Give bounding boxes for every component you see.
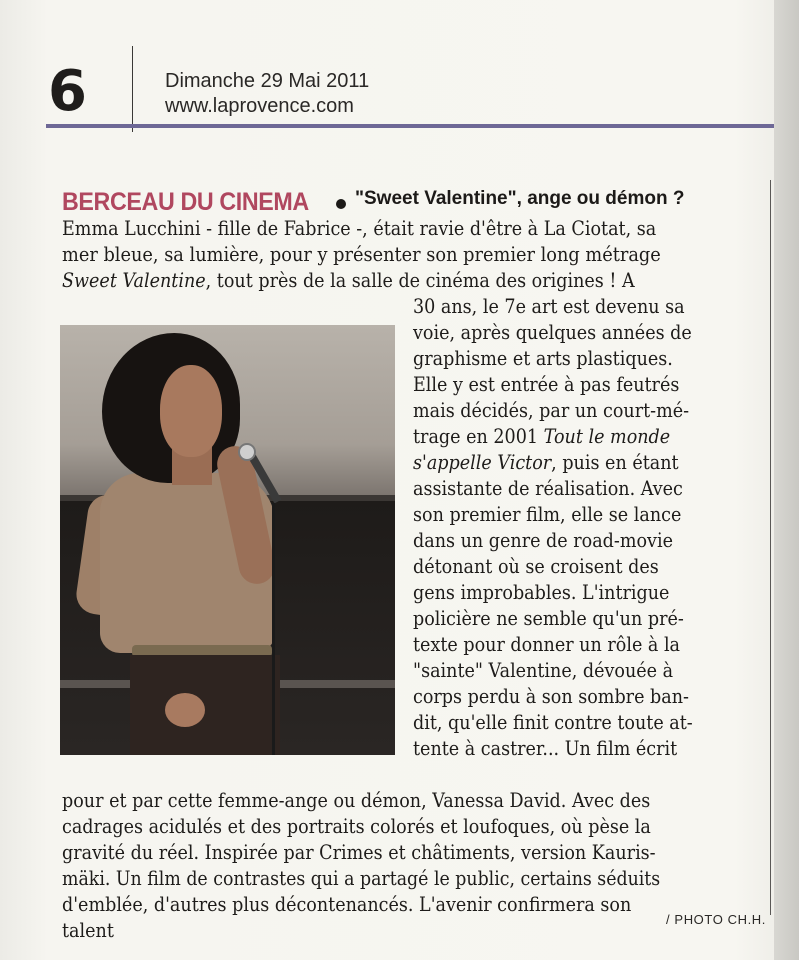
- article-line: tente à castrer... Un film écrit: [413, 737, 678, 760]
- film-title: s'appelle Victor: [413, 451, 552, 474]
- bullet-icon: [336, 199, 346, 209]
- page-edge: [774, 0, 799, 960]
- article-line: dit, qu'elle finit contre toute at-: [413, 711, 693, 734]
- article-kicker: BERCEAU DU CINEMA: [62, 188, 309, 216]
- page-number: 6: [48, 59, 87, 124]
- article-line: 30 ans, le 7e art est devenu sa: [413, 295, 685, 318]
- article-line: dans un genre de road-movie: [413, 529, 673, 552]
- article-text: trage en 2001: [413, 425, 544, 448]
- film-title: Sweet Valentine: [62, 269, 206, 292]
- article-line: graphisme et arts plastiques.: [413, 347, 673, 370]
- header-rule: [46, 124, 776, 128]
- header-divider: [132, 46, 133, 132]
- article-line: mais décidés, par un court-mé-: [413, 399, 690, 422]
- article-line: texte pour donner un rôle à la: [413, 633, 681, 656]
- article-line: gravité du réel. Inspirée par Crimes et châtiments, version Kauris-: [62, 841, 656, 864]
- article-line: gens improbables. L'intrigue: [413, 581, 670, 604]
- article-text: , puis en étant: [551, 451, 679, 474]
- microphone-icon: [238, 443, 256, 461]
- article-line: talent: [62, 919, 114, 942]
- article-line: pour et par cette femme-ange ou démon, Vanessa David. Avec des: [62, 789, 651, 812]
- article-line: Emma Lucchini - fille de Fabrice -, était ravie d'être à La Ciotat, sa: [62, 217, 657, 240]
- article-line: mer bleue, sa lumière, pour y présenter son premier long métrage: [62, 243, 661, 266]
- article-text: , tout près de la salle de cinéma des origines ! A: [205, 269, 635, 292]
- article-line: policière ne semble qu'un pré-: [413, 607, 684, 630]
- website-url: www.laprovence.com: [165, 95, 354, 117]
- article-line: assistante de réalisation. Avec: [413, 477, 683, 500]
- article-line: d'emblée, d'autres plus décontenancés. L'avenir confirmera son: [62, 893, 632, 916]
- article-photo: [60, 325, 395, 755]
- article-line: détonant où se croisent des: [413, 555, 659, 578]
- article-line: [413, 424, 670, 450]
- article-line: [62, 268, 635, 294]
- article-line: cadrages acidulés et des portraits colorés et loufoques, où pèse la: [62, 815, 651, 838]
- article-border: [770, 180, 771, 915]
- article-line: corps perdu à son sombre ban-: [413, 685, 689, 708]
- article-line: [413, 450, 679, 476]
- issue-date: Dimanche 29 Mai 2011: [165, 70, 370, 92]
- article-line: voie, après quelques années de: [413, 321, 692, 344]
- article-headline: "Sweet Valentine", ange ou démon ?: [355, 188, 685, 209]
- article-line: son premier film, elle se lance: [413, 503, 682, 526]
- article-line: "sainte" Valentine, dévouée à: [413, 659, 674, 682]
- article-line: Elle y est entrée à pas feutrés: [413, 373, 680, 396]
- film-title: Tout le monde: [543, 425, 671, 448]
- article-line: mäki. Un film de contrastes qui a partagé le public, certains séduits: [62, 867, 661, 890]
- photo-credit: / PHOTO CH.H.: [666, 912, 767, 927]
